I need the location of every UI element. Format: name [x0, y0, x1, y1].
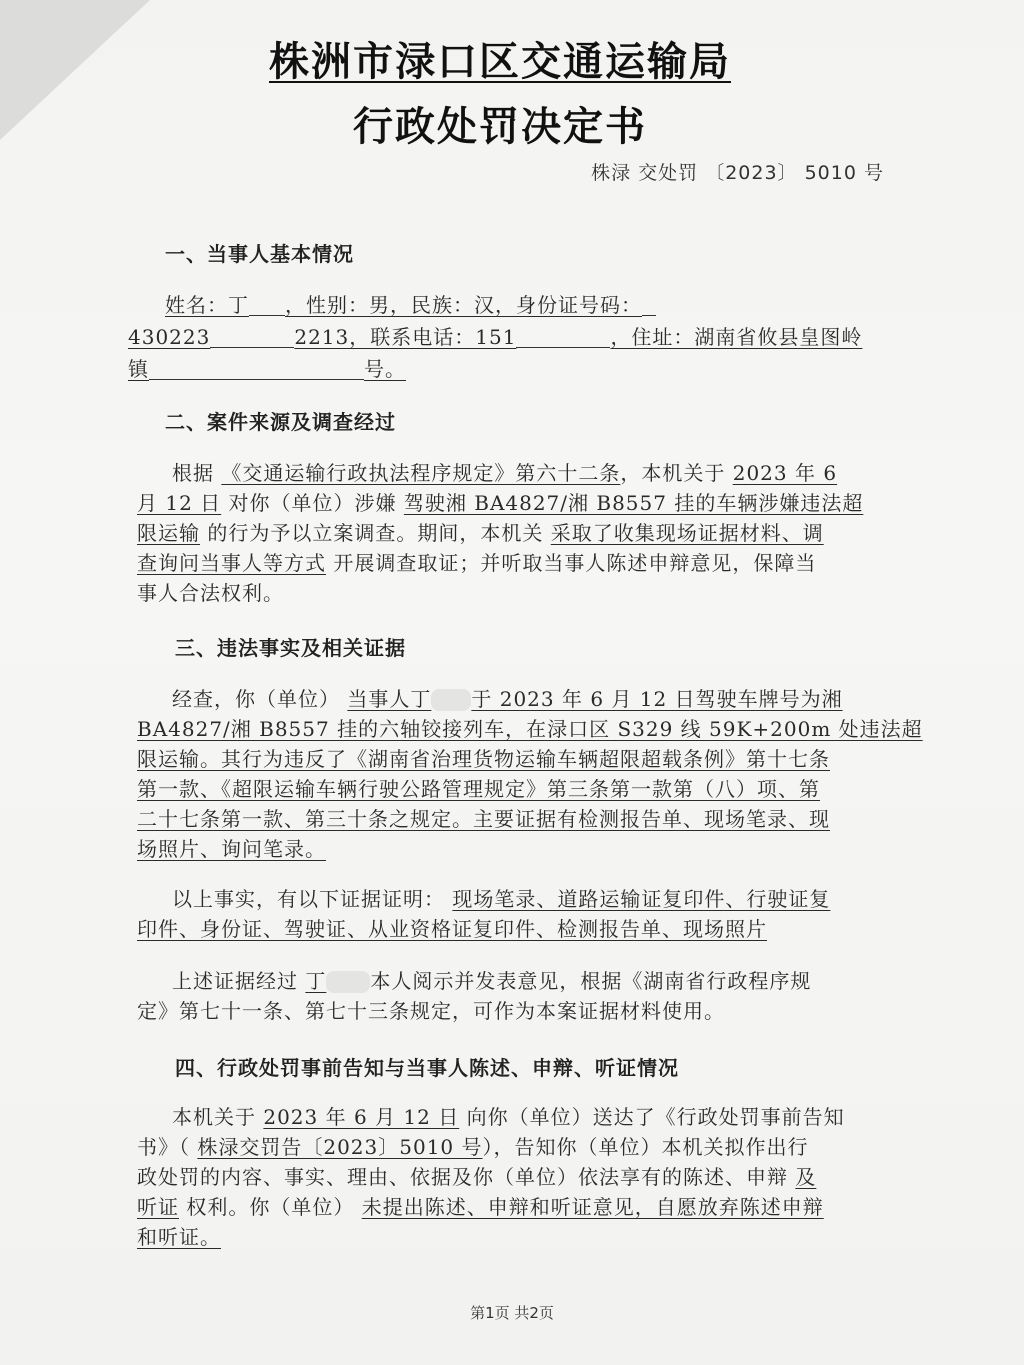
text-span: 本人阅示并发表意见，根据《湖南省行政程序规	[370, 969, 812, 993]
underline-blank	[642, 295, 656, 316]
redacted-phone	[516, 327, 610, 348]
legal-basis: 《交通运输行政执法程序规定》第六十二条	[221, 461, 621, 485]
party-info-line3	[128, 356, 406, 382]
evidence-review-line2: 定》第七十一条、第七十三条规定，可作为本案证据材料使用。	[137, 999, 725, 1023]
facts-line5	[137, 806, 830, 832]
party-address-number: 号。	[364, 357, 406, 381]
investigation-method-cont: 查询问当事人等方式	[137, 551, 326, 575]
text-span: 上述证据经过	[172, 969, 298, 993]
text-span: ），告知你（单位）本机关拟作出行	[482, 1135, 809, 1159]
evidence-list: 现场笔录、道路运输证复印件、行驶证复	[452, 887, 831, 911]
party-address-town: 镇	[128, 357, 149, 381]
text-span: 向你（单位）送达了《行政处罚事前告知	[466, 1105, 845, 1129]
party-gender-ethnicity-id-label: ，性别：男，民族：汉，身份证号码：	[285, 293, 642, 317]
party-address: ，住址：湖南省攸县皇图岭	[610, 325, 863, 349]
party-name: 姓名：丁	[165, 293, 249, 317]
notice-number: 株渌交罚告〔2023〕5010 号	[197, 1135, 483, 1159]
case-source-line2	[137, 490, 863, 516]
document-title-type: 行政处罚决定书	[353, 104, 647, 150]
section4-heading: 四、行政处罚事前告知与当事人陈述、申辩、听证情况	[175, 1056, 679, 1080]
document-title-agency: 株洲市渌口区交通运输局	[269, 39, 731, 85]
text-span: 以上事实，有以下证据证明：	[172, 887, 445, 911]
text-span: 经查，你（单位）	[172, 687, 340, 711]
section1-heading: 一、当事人基本情况	[165, 242, 354, 266]
case-source-line5: 事人合法权利。	[137, 581, 284, 605]
text-span: 书》（	[137, 1135, 190, 1159]
suspected-violation-cont: 限运输	[137, 521, 200, 545]
evidence-line2	[137, 916, 767, 942]
notice-date: 2023 年 6 月 12 日	[263, 1105, 460, 1129]
notice-line2	[137, 1134, 809, 1160]
violation-location: BA4827/湘 B8557 挂的六轴铰接列车，在渌口区 S329 线 59K+200m 处违法超	[137, 717, 923, 741]
party-info-line2	[128, 324, 862, 350]
violated-regulation: 限运输。其行为违反了《湖南省治理货物运输车辆超限超载条例》第十七条	[137, 747, 830, 771]
party-info-line1	[165, 292, 656, 318]
notice-line3	[137, 1164, 816, 1190]
evidence-line1	[172, 886, 830, 912]
text-span: 权利。你（单位）	[186, 1195, 355, 1219]
notice-line4	[137, 1194, 824, 1220]
redacted-id	[210, 327, 294, 348]
redacted-address	[149, 359, 364, 380]
suspected-violation: 驾驶湘 BA4827/湘 B8557 挂的车辆涉嫌违法超	[403, 491, 864, 515]
redacted-name	[249, 295, 285, 316]
case-date-cont: 月 12 日	[137, 491, 222, 515]
investigation-method: 采取了收集现场证据材料、调	[550, 521, 824, 545]
facts-line3	[137, 746, 830, 772]
case-source-line1	[172, 460, 837, 486]
evidence-review-line1	[172, 968, 811, 994]
main-evidence-cont: 场照片、询问笔录。	[137, 837, 326, 861]
facts-line2	[137, 716, 923, 742]
text-span: 对你（单位）涉嫌	[228, 491, 397, 515]
text-span: 的行为予以立案调查。期间，本机关	[207, 521, 544, 545]
text-span: 本机关于	[172, 1105, 256, 1129]
notice-line1	[172, 1104, 845, 1130]
party-response: 未提出陈述、申辩和听证意见，自愿放弃陈述申辩	[361, 1195, 824, 1219]
case-source-line3	[137, 520, 824, 546]
facts-line4	[137, 776, 820, 802]
section3-heading: 三、违法事实及相关证据	[175, 636, 406, 660]
case-date: 2023 年 6	[732, 461, 838, 485]
page-number: 第1页 共2页	[470, 1304, 554, 1322]
rights-hearing: 听证	[137, 1195, 179, 1219]
document-number: 株渌 交处罚 〔2023〕 5010 号	[591, 162, 884, 184]
notice-line5	[137, 1224, 221, 1250]
evidence-list-cont: 印件、身份证、驾驶证、从业资格证复印件、检测报告单、现场照片	[137, 917, 767, 941]
redacted-name	[431, 689, 471, 711]
section2-heading: 二、案件来源及调查经过	[165, 410, 396, 434]
text-span: 开展调查取证；并听取当事人陈述申辩意见，保障当	[333, 551, 817, 575]
rights-and: 及	[795, 1165, 817, 1189]
party-reference: 当事人丁	[347, 687, 432, 711]
violated-regulation-cont: 第一款、《超限运输车辆行驶公路管理规定》第三条第一款第（八）项、第	[137, 777, 820, 801]
facts-line1	[172, 686, 843, 712]
text-span: 根据	[172, 461, 214, 485]
party-reference: 丁	[305, 969, 327, 993]
main-evidence: 二十七条第一款、第三十条之规定。主要证据有检测报告单、现场笔录、现	[137, 807, 830, 831]
party-response-cont: 和听证。	[137, 1225, 221, 1249]
case-source-line4	[137, 550, 816, 576]
redacted-name	[326, 971, 370, 993]
facts-line6	[137, 836, 326, 862]
violation-date: 于 2023 年 6 月 12 日驾驶车牌号为湘	[471, 687, 843, 711]
party-id-suffix-phone: 2213，联系电话：151	[294, 325, 517, 349]
text-span: ，本机关于	[620, 461, 726, 485]
party-id-prefix: 430223	[128, 325, 211, 349]
text-span: 政处罚的内容、事实、理由、依据及你（单位）依法享有的陈述、申辩	[137, 1165, 788, 1189]
